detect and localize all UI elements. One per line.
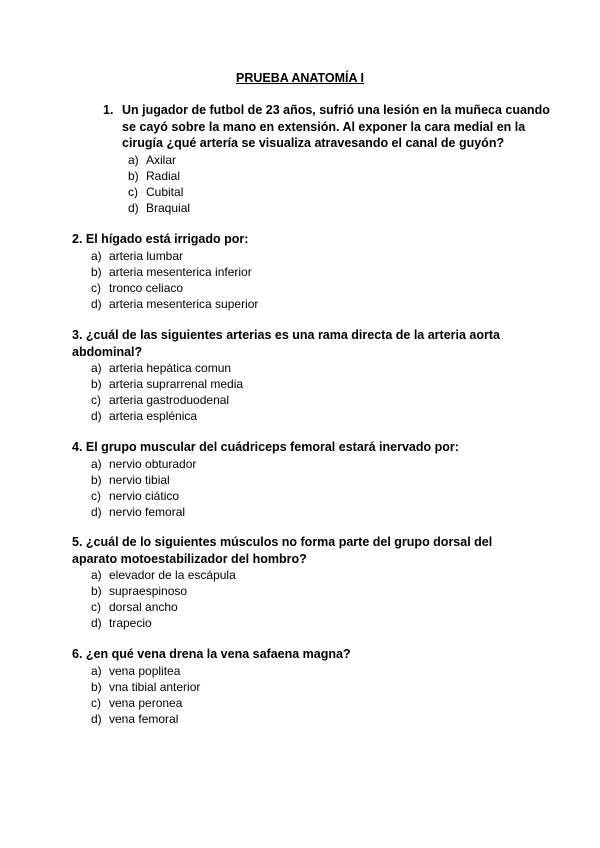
option-letter: b): [91, 377, 102, 391]
question-text: 3. ¿cuál de las siguientes arterias es una rama directa de la arteria aorta abdominal?: [72, 328, 500, 359]
option-text: dorsal ancho: [109, 600, 178, 614]
option-text: nervio tibial: [109, 472, 170, 487]
option-letter: c): [91, 280, 101, 295]
option-letter: a): [91, 568, 102, 582]
option-list: [91, 248, 258, 312]
option-letter: b): [91, 679, 102, 694]
option-letter: d): [91, 504, 102, 519]
option-a: [91, 663, 351, 679]
question-text: 4. El grupo muscular del cuádriceps femoral estará inervado por:: [72, 440, 459, 454]
option-text: supraespinoso: [109, 584, 188, 598]
question-text: [92, 102, 557, 152]
option-a: [91, 567, 532, 583]
option-text: vena poplitea: [109, 663, 181, 678]
option-letter: c): [91, 600, 101, 614]
option-list: [91, 456, 459, 520]
option-c: [91, 280, 258, 296]
option-c: [91, 488, 459, 504]
option-b: [91, 264, 258, 280]
option-text: arteria suprarrenal media: [109, 377, 244, 391]
option-text: arteria mesenterica superior: [109, 296, 259, 311]
option-b: [91, 583, 532, 599]
option-list: [91, 567, 532, 631]
option-text: arteria hepática comun: [109, 361, 232, 375]
option-text: Braquial: [146, 200, 191, 215]
option-text: vna tibial anterior: [109, 679, 201, 694]
option-b: [91, 472, 459, 488]
question-4: [72, 439, 459, 520]
option-letter: c): [91, 695, 101, 710]
option-letter: d): [128, 200, 139, 215]
document-title: PRUEBA ANATOMÍA I: [235, 71, 364, 85]
option-text: Axilar: [146, 152, 177, 167]
option-text: vena peronea: [109, 695, 183, 710]
question-body: Un jugador de futbol de 23 años, sufrió una lesión en la muñeca cuando se cayó sobre la mano en extensión. Al exponer la cara medial en la cirugía ¿qué artería se visualiza atravesando el canal de guyón?: [122, 103, 550, 150]
option-text: trapecio: [109, 616, 152, 630]
option-letter: b): [91, 264, 102, 279]
question-5: [72, 534, 532, 631]
option-text: arteria lumbar: [109, 248, 184, 263]
option-text: tronco celiaco: [109, 280, 184, 295]
option-list: [128, 152, 557, 216]
option-text: elevador de la escápula: [109, 568, 236, 582]
option-d: [128, 200, 557, 216]
option-b: [91, 679, 351, 695]
option-text: nervio ciático: [109, 488, 180, 503]
option-list: [91, 663, 351, 727]
option-letter: b): [128, 168, 139, 183]
option-b: [128, 168, 557, 184]
option-c: [128, 184, 557, 200]
option-text: Radial: [146, 168, 181, 183]
option-c: [91, 392, 512, 408]
option-c: [91, 599, 532, 615]
question-1: [92, 102, 557, 216]
question-text: 6. ¿en qué vena drena la vena safaena magna?: [72, 647, 351, 661]
option-text: vena femoral: [109, 711, 179, 726]
option-letter: b): [91, 584, 102, 598]
option-letter: b): [91, 472, 102, 487]
option-d: [91, 504, 459, 520]
option-letter: a): [91, 361, 102, 375]
option-letter: c): [91, 393, 101, 407]
option-letter: d): [91, 409, 102, 423]
question-3: [72, 327, 512, 424]
question-number: 1.: [103, 103, 114, 117]
option-d: [91, 408, 512, 424]
option-d: [91, 711, 351, 727]
option-a: [91, 360, 512, 376]
option-text: arteria gastroduodenal: [109, 393, 230, 407]
option-letter: a): [91, 663, 102, 678]
option-text: nervio femoral: [109, 504, 186, 519]
option-letter: d): [91, 711, 102, 726]
question-6: [72, 646, 351, 727]
option-letter: c): [91, 488, 101, 503]
option-list: [91, 360, 512, 424]
option-letter: d): [91, 296, 102, 311]
option-text: arteria esplénica: [109, 409, 198, 423]
option-letter: a): [128, 152, 139, 167]
question-2: [72, 231, 258, 312]
option-letter: d): [91, 616, 102, 630]
option-d: [91, 615, 532, 631]
option-text: Cubital: [146, 184, 184, 199]
option-d: [91, 296, 258, 312]
option-a: [128, 152, 557, 168]
option-b: [91, 376, 512, 392]
question-text: 5. ¿cuál de lo siguientes músculos no forma parte del grupo dorsal del aparato motoestabilizador del hombro?: [72, 535, 493, 566]
option-letter: a): [91, 456, 102, 471]
option-letter: c): [128, 184, 138, 199]
option-text: nervio obturador: [109, 456, 197, 471]
option-letter: a): [91, 248, 102, 263]
option-a: [91, 456, 459, 472]
option-c: [91, 695, 351, 711]
question-text: 2. El hígado está irrigado por:: [72, 232, 249, 246]
option-text: arteria mesenterica inferior: [109, 264, 252, 279]
option-a: [91, 248, 258, 264]
